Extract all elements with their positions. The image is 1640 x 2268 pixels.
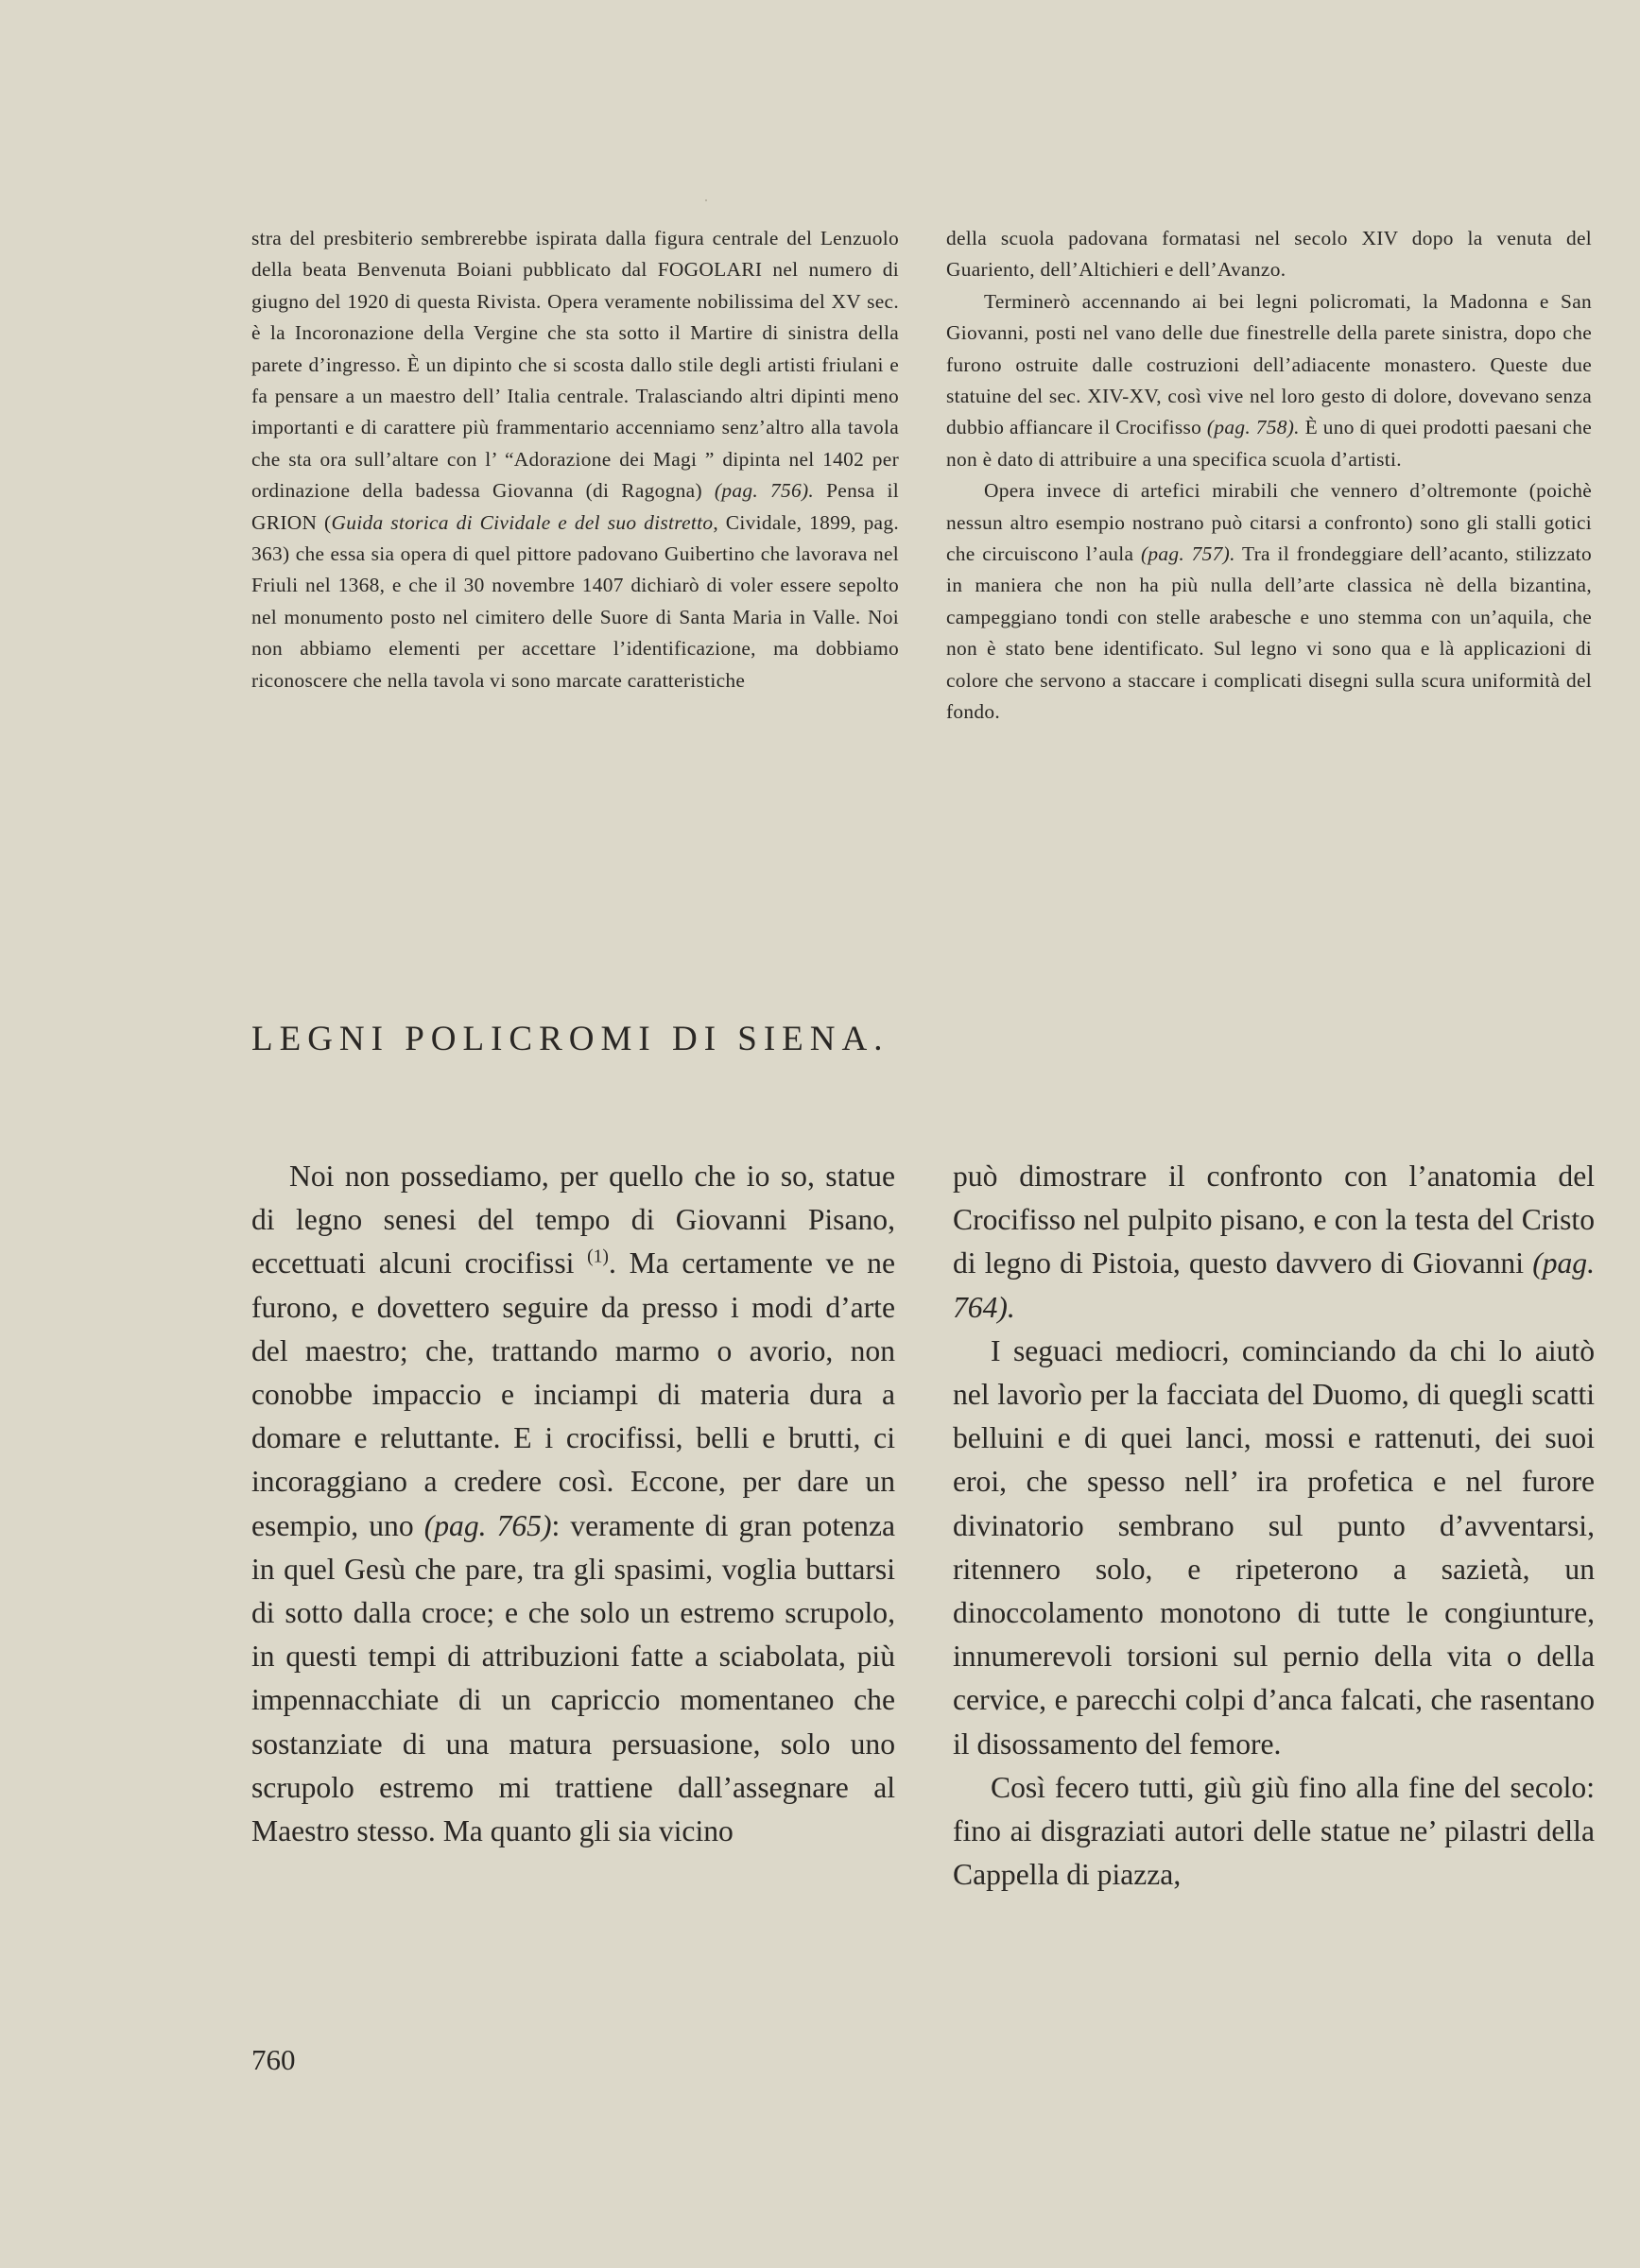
page-reference: (pag. 757). <box>1140 542 1235 566</box>
paragraph: della scuola padovana formatasi nel secolo XIV dopo la venuta del Guariento, dell’Altichieri e dell’Avanzo. <box>946 227 1592 282</box>
paragraph: stra del presbiterio sembrerebbe ispirata dalla figura centrale del Lenzuolo della beata Benvenuta Boiani pubblicato dal FOGOLARI nel numero di giugno del 1920 di questa Rivista. Opera veramente nobilissima del XV sec. è la Incoronazione della Vergine che sta sotto il Martire di sinistra della parete d’ingresso. È un dipinto che si scosta dallo stile degli artisti friulani e fa pensare a un maestro dell’ Italia centrale. Tralasciando altri dipinti meno importanti e di carattere più frammentario accenniamo senz’altro alla tavola che sta ora sull’altare con l’ “Adorazione dei Magi ” dipinta nel 1402 per ordinazione della badessa Giovanna (di Ragogna) (pag. 756). Pensa il GRION (Guida storica di Cividale e del suo distretto, Cividale, 1899, pag. 363) che essa sia opera di quel pittore padovano Guibertino che lavorava nel Friuli nel 1368, e che il 30 novembre 1407 dichiarò di voler essere sepolto nel monumento posto nel cimitero delle Suore di Santa Maria in Valle. Noi non abbiamo elementi per accettare l’identificazione, ma dobbiamo riconoscere che nella tavola vi sono marcate caratteristiche <box>251 227 899 692</box>
paragraph: può dimostrare il confronto con l’anatomia del Crocifisso nel pulpito pisano, e con la testa del Cristo di legno di Pistoia, questo davvero di Giovanni (pag. 764). <box>953 1160 1595 1324</box>
paragraph: Così fecero tutti, giù giù fino alla fine del secolo: fino ai disgraziati autori delle statue ne’ pilastri della Cappella di piazza, <box>953 1770 1595 1892</box>
paragraph: Noi non possediamo, per quello che io so, statue di legno senesi del tempo di Giovanni Pisano, eccettuati alcuni crocifissi $^{(1)}$. Ma certamente ve ne furono, e dovettero seguire da presso i modi d’arte del maestro; che, trattando marmo o avorio, non conobbe impaccio e inciampi di materia dura a domare e reluttante. E i crocifissi, belli e brutti, ci incoraggiano a credere così. Eccone, per dare un esempio, uno (pag. 765): veramente di gran potenza in quel Gesù che pare, tra gli spasimi, voglia buttarsi di sotto dalla croce; e che solo un estremo scrupolo, in questi tempi di attribuzioni fatte a sciabolata, più impennacchiate di un capriccio momentaneo che sostanziate di una matura persuasione, solo uno scrupolo estremo mi trattiene dall’assegnare al Maestro stesso. Ma quanto gli sia vicino <box>251 1160 895 1848</box>
top-right-column <box>946 223 1592 729</box>
paragraph: Terminerò accennando ai bei legni policromati, la Madonna e San Giovanni, posti nel vano delle due finestrelle della parete sinistra, dopo che furono ostruite dalle costruzioni dell’adiacente monastero. Queste due statuine del sec. XIV-XV, così vive nel loro gesto di dolore, dovevano senza dubbio affiancare il Crocifisso (pag. 758). È uno di quei prodotti paesani che non è dato di attribuire a una specifica scuola d’artisti. <box>946 289 1593 471</box>
page-number: 760 <box>251 2043 296 2076</box>
bottom-right-column <box>953 1155 1595 1897</box>
bottom-left-column <box>251 1155 895 1853</box>
paper-speck <box>705 199 707 201</box>
page-reference: (pag. 764). <box>953 1246 1595 1324</box>
page-reference: (pag. 756). <box>714 479 815 503</box>
book-title: Guida storica di Cividale e del suo distretto <box>331 510 714 534</box>
page-reference: (pag. 758). <box>1206 416 1300 439</box>
paragraph: Opera invece di artefici mirabili che vennero d’oltremonte (poichè nessun altro esempio nostrano può citarsi a confronto) sono gli stalli gotici che circuiscono l’aula (pag. 757). Tra il frondeggiare dell’acanto, stilizzato in maniera che non ha più nulla dell’arte classica nè della bizantina, campeggiano tondi con stelle arabesche e uno stemma con un’aquila, che non è stato bene identificato. Sul legno vi sono qua e là applicazioni di colore che servono a staccare i complicati disegni sulla scura uniformità del fondo. <box>946 479 1592 724</box>
paragraph: I seguaci mediocri, cominciando da chi lo aiutò nel lavorìo per la facciata del Duomo, di quegli scatti belluini e di quei lanci, mossi e rattenuti, dei suoi eroi, che spesso nell’ ira profetica e nel furore divinatorio sembrano sul punto d’avventarsi, ritennero solo, e ripeterono a sazietà, un dinoccolamento monotono di tutte le congiunture, innumerevoli torsioni sul pernio della vita o della cervice, e parecchi colpi d’anca falcati, che rasentano il disossamento del femore. <box>953 1333 1595 1761</box>
page-reference: (pag. 765) <box>423 1508 552 1542</box>
section-title: LEGNI POLICROMI DI SIENA. <box>251 1020 889 1058</box>
footnote-marker: (1) <box>587 1246 609 1267</box>
top-left-column <box>251 223 899 696</box>
